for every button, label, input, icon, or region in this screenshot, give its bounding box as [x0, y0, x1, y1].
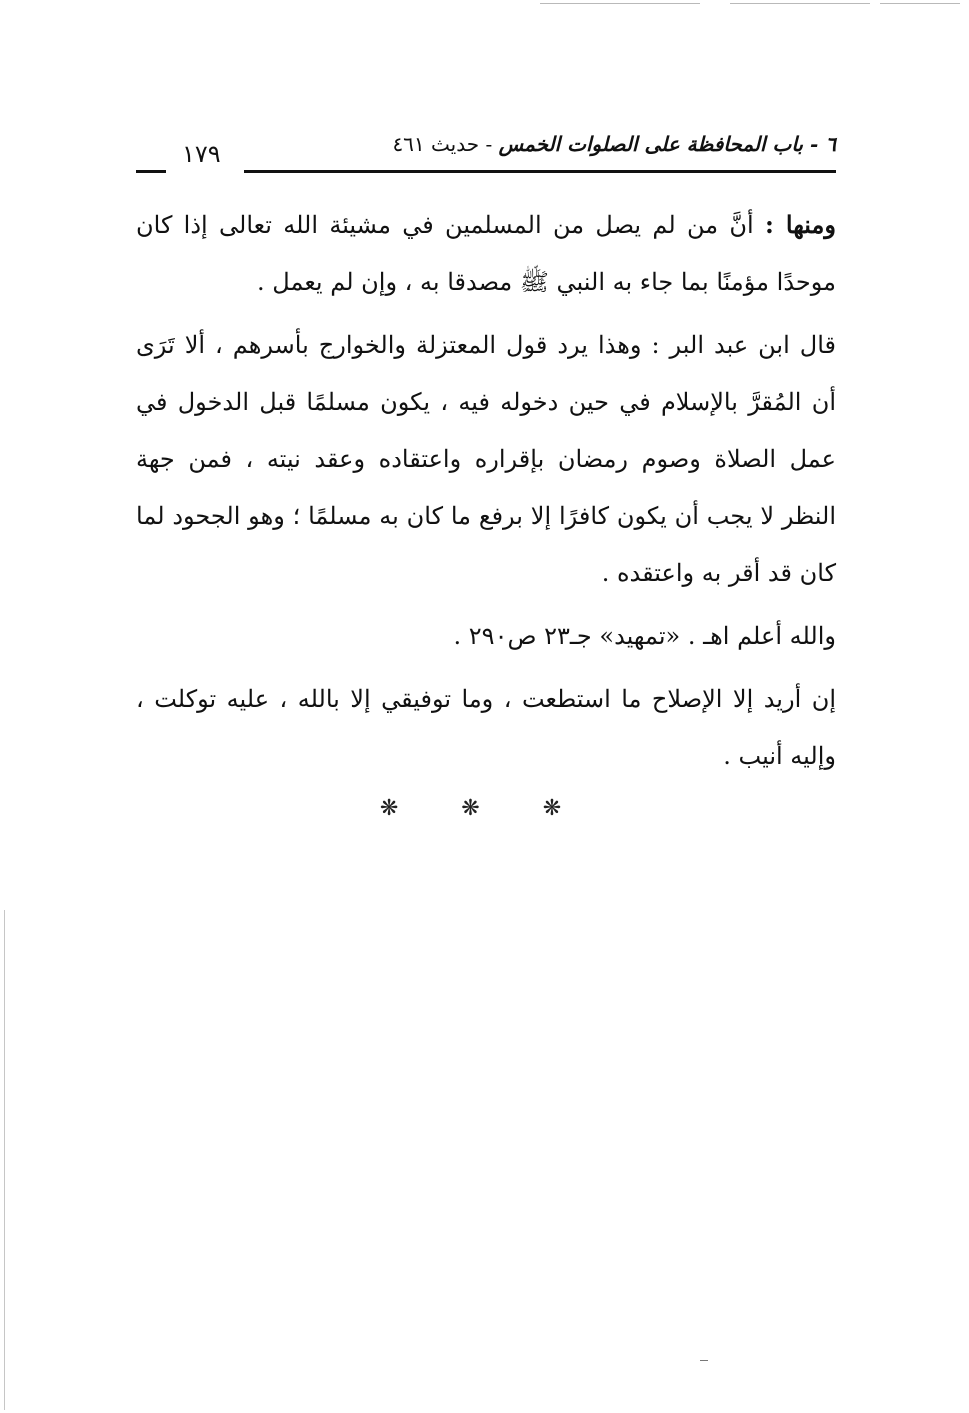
- header-rule-short: [136, 170, 166, 173]
- scan-edge-line: [730, 3, 870, 4]
- paragraph-lead: ومنها :: [765, 210, 836, 239]
- header-rule: [244, 170, 836, 173]
- paragraph: [136, 196, 836, 311]
- paragraph-text: أنَّ من لم يصل من المسلمين في مشيئة الله تعالى إذا كان موحدًا مؤمنًا بما جاء به النبي ﷺ مصدقا به ، وإن لم يعمل .: [136, 211, 836, 296]
- page-number: ١٧٩: [182, 140, 221, 168]
- section-separator: ❋ ❋ ❋: [379, 796, 590, 821]
- paragraph: [136, 317, 836, 602]
- paragraph-text: قال ابن عبد البر : وهذا يرد قول المعتزلة والخوارج بأسرهم ، ألا تَرَى أن المُقرَّ بالإسلام في حين دخوله فيه ، يكون مسلمًا قبل الدخول في عمل الصلاة وصوم رمضان بإقراره واعتقاده وعقد نيته ، فمن جهة النظر لا يجب أن يكون كافرًا إلا برفع ما كان به مسلمًا ؛ وهو الجحود لما كان قد أقر به واعتقده .: [136, 331, 836, 587]
- paragraph: [136, 671, 836, 785]
- paragraph-text: إن أريد إلا الإصلاح ما استطعت ، وما توفيقي إلا بالله ، عليه توكلت ، وإليه أنيب .: [136, 685, 836, 770]
- chapter-heading: [392, 126, 836, 162]
- page-body: [136, 196, 836, 785]
- scan-edge-line: [540, 3, 700, 4]
- scan-edge-line: [4, 910, 5, 1410]
- chapter-dash: -: [803, 132, 826, 156]
- paragraph: [136, 608, 836, 665]
- chapter-number: ٦: [825, 132, 836, 156]
- scan-edge-line: [880, 3, 960, 4]
- chapter-title: باب المحافظة على الصلوات الخمس: [498, 132, 804, 156]
- running-header: [136, 126, 836, 178]
- hadith-reference: - حديث ٤٦١: [392, 132, 499, 156]
- scan-mark: [700, 1360, 708, 1361]
- paragraph-text: والله أعلم اهـ . «تمهيد» جـ٢٣ ص٢٩٠ .: [453, 622, 836, 650]
